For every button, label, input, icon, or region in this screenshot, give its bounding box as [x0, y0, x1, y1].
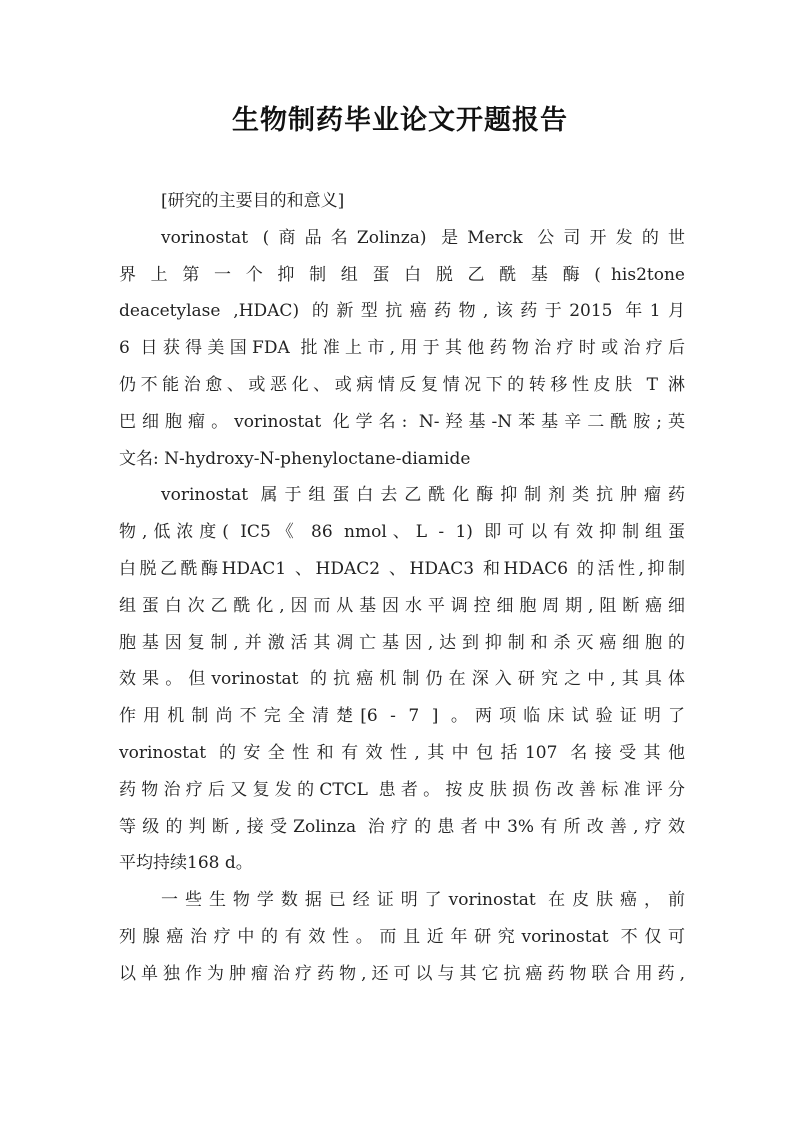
paragraph-line: 一些生物学数据已经证明了vorinostat 在皮肤癌，前 [161, 890, 685, 911]
paragraph-line: 药物治疗后又复发的CTCL 患者。按皮肤损伤改善标准评分 [119, 779, 685, 800]
paragraph-line: vorinostat (商品名Zolinza) 是Merck 公司开发的世 [161, 227, 685, 248]
paragraph-line: 作用机制尚不完全清楚[6 - 7 ] 。两项临床试验证明了 [119, 706, 685, 727]
paragraph-line: 以单独作为肿瘤治疗药物,还可以与其它抗癌药物联合用药, [119, 963, 685, 984]
paragraph-line: vorinostat 属于组蛋白去乙酰化酶抑制剂类抗肿瘤药 [161, 485, 685, 506]
paragraph-line: 效果。但vorinostat 的抗癌机制仍在深入研究之中,其具体 [119, 669, 685, 690]
paragraph-line: 白脱乙酰酶HDAC1 、HDAC2 、HDAC3 和HDAC6 的活性,抑制 [119, 558, 685, 579]
paragraph-line: 组蛋白次乙酰化,因而从基因水平调控细胞周期,阻断癌细 [119, 595, 685, 616]
paragraph-line: 界 上 第 一 个 抑 制 组 蛋 白 脱 乙 酰 基 酶 ( his2tone [119, 264, 685, 285]
paragraph-line: 等级的判断,接受Zolinza 治疗的患者中3%有所改善,疗效 [119, 816, 685, 837]
section-heading: [研究的主要目的和意义] [161, 191, 345, 211]
paragraph-line: 巴细胞瘤。vorinostat 化学名: N-羟基-N苯基辛二酰胺;英 [119, 411, 685, 432]
paragraph-line: 物,低浓度( IC5《 86 nmol、L - 1) 即可以有效抑制组蛋 [119, 522, 685, 543]
paragraph-line: 仍不能治愈、或恶化、或病情反复情况下的转移性皮肤 T 淋 [119, 374, 685, 395]
page-title: 生物制药毕业论文开题报告 [232, 105, 568, 136]
paragraph-line: 平均持续168 d。 [119, 853, 253, 874]
document-body [119, 183, 685, 993]
paragraph-line: 6 日获得美国FDA 批准上市,用于其他药物治疗时或治疗后 [119, 338, 685, 359]
paragraph-line: deacetylase ,HDAC) 的新型抗癌药物,该药于2015 年1月 [119, 301, 685, 322]
paragraph-line: 文名: N-hydroxy-N-phenyloctane-diamide [119, 448, 471, 469]
paragraph-line: vorinostat 的安全性和有效性,其中包括107 名接受其他 [119, 742, 685, 763]
paragraph-line: 胞基因复制,并激活其凋亡基因,达到抑制和杀灭癌细胞的 [119, 632, 685, 653]
paragraph-line: 列腺癌治疗中的有效性。而且近年研究vorinostat 不仅可 [119, 926, 685, 947]
